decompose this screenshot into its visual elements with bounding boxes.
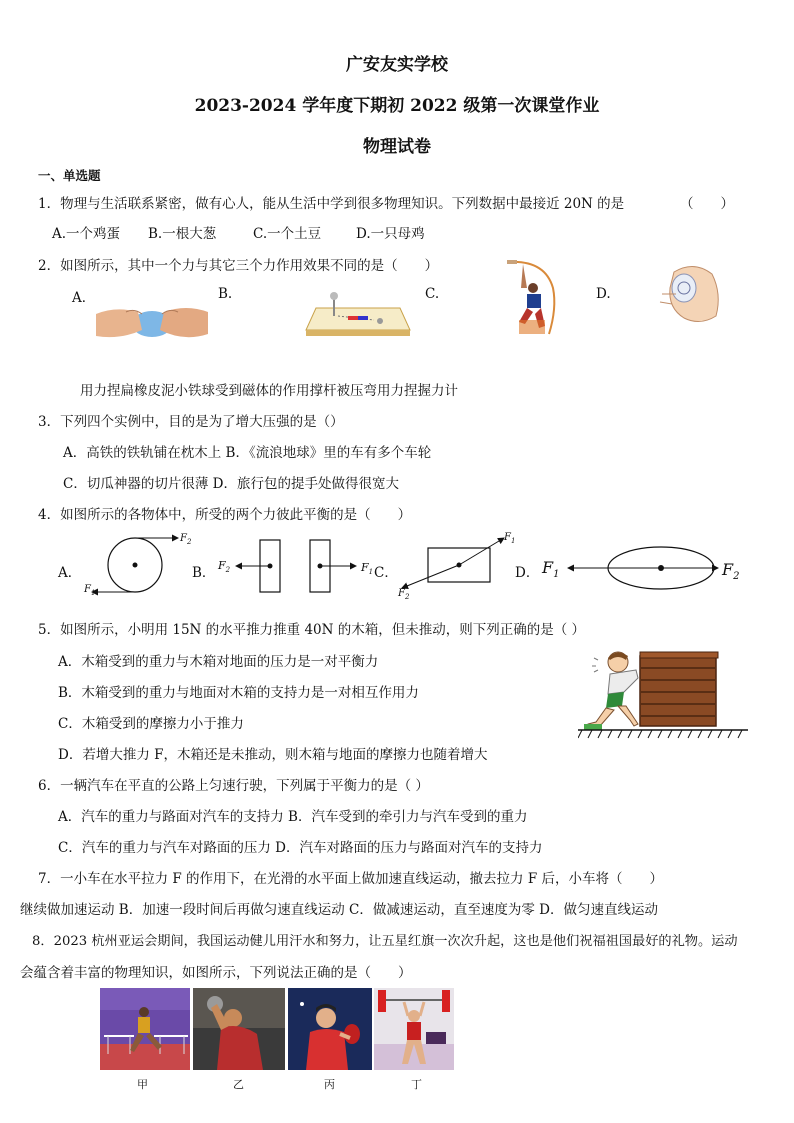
q5-option-b: B．木箱受到的重力与地面对木箱的支持力是一对相互作用力: [58, 685, 419, 701]
q8-table-tennis-photo: [288, 988, 372, 1070]
q4c-f2-label: $F_2$: [398, 588, 410, 601]
q6-stem: 6．一辆汽车在平直的公路上匀速行驶，下列属于平衡力的是（ ）: [38, 778, 429, 794]
q4c-f1-label: $F_1$: [504, 532, 516, 545]
q2-caption: 用力捏扁橡皮泥小铁球受到磁体的作用撑杆被压弯用力捏握力计: [80, 383, 458, 399]
q1-paren: （ ）: [680, 196, 734, 212]
subject-title: 物理试卷: [363, 137, 431, 157]
q4-label-c: C．: [374, 565, 398, 581]
q7-options: 继续做加速运动 B．加速一段时间后再做匀速直线运动 C．做减速运动，直至速度为零 D．做匀速直线运动: [20, 902, 658, 918]
q2-label-b: B.: [218, 286, 233, 302]
q2-magnet-image: [304, 286, 412, 342]
q5-option-c: C．木箱受到的摩擦力小于推力: [58, 716, 244, 732]
q3-stem: 3．下列四个实例中，目的是为了增大压强的是（）: [38, 414, 344, 430]
q1-option-a: A.一个鸡蛋: [52, 226, 121, 242]
q6-options-cd: C．汽车的重力与汽车对路面的压力 D．汽车对路面的压力与路面对汽车的支持力: [58, 840, 543, 856]
q4d-f1-label: $F_1$: [542, 558, 560, 581]
q2-grip-meter-image: [654, 254, 724, 328]
q5-boy-pushing-crate-image: [578, 648, 748, 740]
q1-option-b: B.一根大葱: [148, 226, 217, 242]
q4a-f2-label: $F_2$: [180, 533, 192, 546]
q1-option-c: C.一个土豆: [253, 226, 322, 242]
q3-options-ab: A．高铁的铁轨铺在枕木上 B．《流浪地球》里的车有多个车轮: [63, 445, 432, 461]
q2-label-d: D.: [596, 286, 611, 302]
q8-caption-yi: 乙: [233, 1078, 244, 1091]
q8-hurdles-photo: [100, 988, 190, 1070]
q4-label-d: D．: [515, 565, 540, 581]
q8-caption-jia: 甲: [137, 1078, 148, 1091]
q8-caption-bing: 丙: [324, 1078, 335, 1091]
q4a-f1-label: $F_1$: [84, 584, 96, 597]
exam-title: 2023-2024 学年度下期初 2022 级第一次课堂作业: [194, 96, 600, 116]
q8-weightlifting-photo: [374, 988, 454, 1070]
q5-stem: 5．如图所示，小明用 15N 的水平推力推重 40N 的木箱，但未推动，则下列正确的是（ ）: [38, 622, 586, 638]
school-title: 广安友实学校: [346, 55, 448, 75]
q3-options-cd: C．切瓜神器的切片很薄 D．旅行包的提手处做得很宽大: [63, 476, 399, 492]
q4-force-diagrams: [0, 528, 794, 608]
q6-options-ab: A．汽车的重力与路面对汽车的支持力 B．汽车受到的牵引力与汽车受到的重力: [58, 809, 528, 825]
q8-stem-line2: 会蕴含着丰富的物理知识，如图所示，下列说法正确的是（ ）: [20, 965, 412, 981]
q2-pole-vault-image: [505, 258, 565, 336]
q8-caption-ding: 丁: [411, 1078, 422, 1091]
q5-option-a: A．木箱受到的重力与木箱对地面的压力是一对平衡力: [58, 654, 379, 670]
q8-shot-put-photo: [193, 988, 285, 1070]
q4d-f2-label: $F_2$: [722, 560, 740, 583]
q2-stem: 2．如图所示，其中一个力与其它三个力作用效果不同的是（ ）: [38, 258, 439, 274]
q1-option-d: D.一只母鸡: [356, 226, 425, 242]
q4b-f2-label: $F_2$: [218, 559, 231, 575]
q4b-f1-label: $F_1$: [361, 561, 374, 577]
q8-stem-line1: 8．2023 杭州亚运会期间，我国运动健儿用汗水和努力，让五星红旗一次次升起，这也是他们祝福祖国最好的礼物。运动: [32, 934, 738, 949]
q2-label-a: A．: [72, 290, 96, 306]
q2-clay-image: [96, 300, 208, 346]
q4-label-b: B．: [192, 565, 216, 581]
section-heading: 一、单选题: [38, 168, 101, 183]
q4-stem: 4．如图所示的各物体中，所受的两个力彼此平衡的是（ ）: [38, 507, 412, 523]
q5-option-d: D．若增大推力 F，木箱还是未推动，则木箱与地面的摩擦力也随着增大: [58, 747, 488, 763]
q4-label-a: A．: [58, 565, 82, 581]
q1-stem: 1．物理与生活联系紧密，做有心人，能从生活中学到很多物理知识。下列数据中最接近 20N 的是: [38, 196, 625, 212]
q7-stem: 7．一小车在水平拉力 F 的作用下，在光滑的水平面上做加速直线运动，撤去拉力 F 后，小车将（ ）: [38, 871, 663, 887]
q2-label-c: C.: [425, 286, 440, 302]
